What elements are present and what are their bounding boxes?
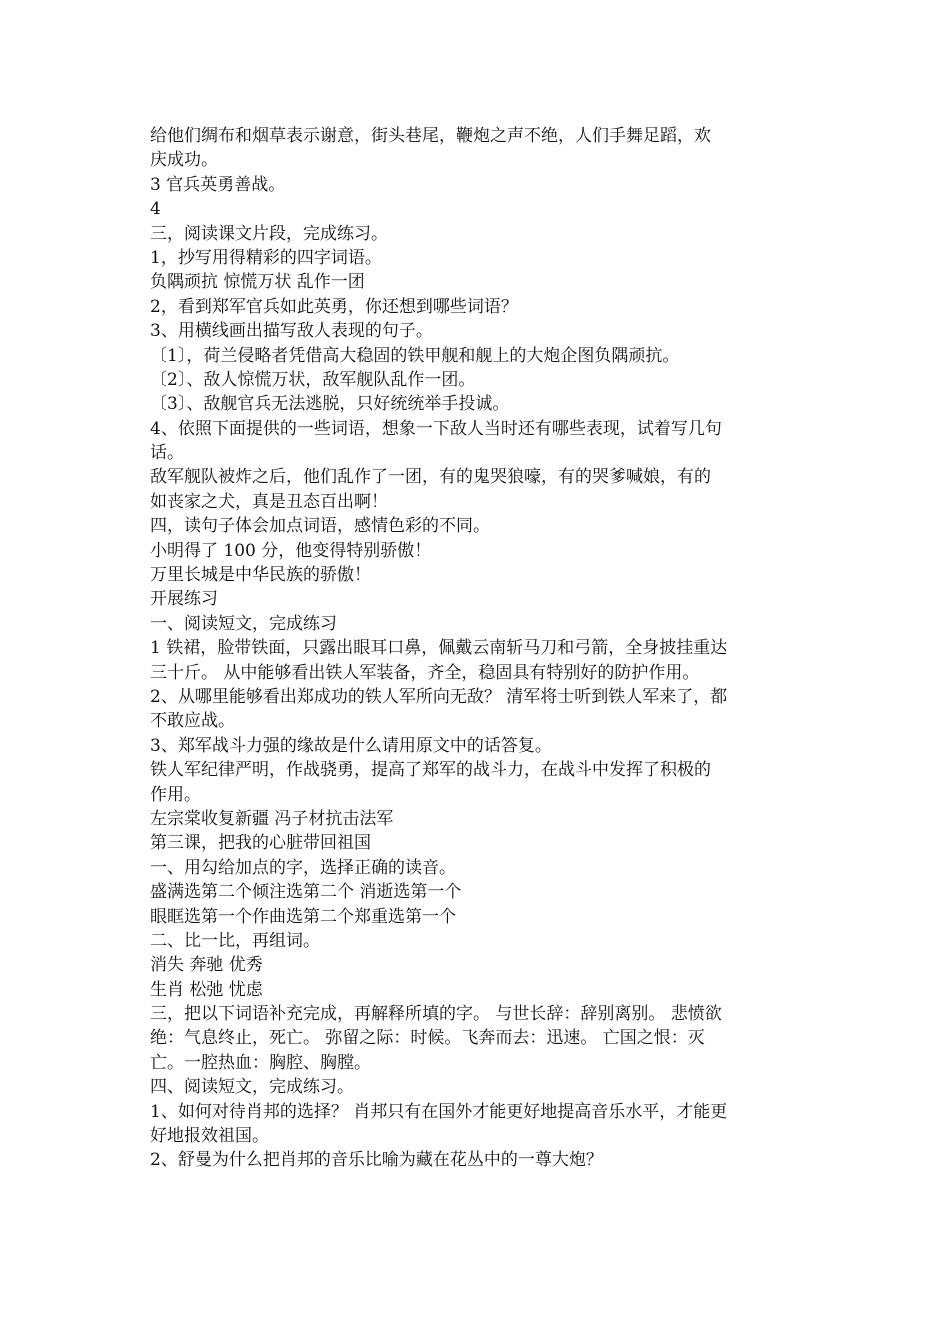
section-heading: 二、比一比，再组词。: [150, 930, 320, 951]
text-line: 铁人军纪律严明，作战骁勇，提高了郑军的战斗力，在战斗中发挥了积极的: [150, 760, 711, 781]
text-line: 敌军舰队被炸之后，他们乱作了一团，有的鬼哭狼嚎，有的哭爹喊娘，有的: [150, 467, 711, 488]
section-heading: 开展练习: [150, 589, 218, 610]
document-body: [150, 124, 810, 1173]
text-line: 眼眶选第一个作曲选第二个郑重选第一个: [150, 906, 456, 927]
text-line: 生肖 松弛 忧虑: [150, 979, 263, 1000]
text-line: 1 铁裙，脸带铁面，只露出眼耳口鼻，佩戴云南斩马刀和弓箭，全身披挂重达: [150, 638, 728, 659]
text-line: 作用。: [150, 784, 201, 805]
text-line: 3、用横线画出描写敌人表现的句子。: [150, 321, 433, 342]
text-line: 左宗棠收复新疆 冯子材抗击法军: [150, 808, 394, 829]
section-heading: 四，读句子体会加点词语，感情色彩的不同。: [150, 516, 490, 537]
text-line: 话。: [150, 443, 184, 464]
section-heading: 三，把以下词语补充完成，再解释所填的字。 与世长辞：辞别离别。 悲愤欲: [150, 1004, 722, 1025]
text-line: 绝：气息终止，死亡。 弥留之际：时候。飞奔而去：迅速。 亡国之恨：灭: [150, 1028, 705, 1049]
text-line: 3 官兵英勇善战。: [150, 174, 286, 195]
text-line: 4: [150, 199, 161, 220]
text-line: 3、郑军战斗力强的缘故是什么请用原文中的话答复。: [150, 735, 552, 756]
text-line: 〔3〕、敌舰官兵无法逃脱，只好统统举手投诚。: [150, 394, 510, 415]
lesson-title: 第三课，把我的心脏带回祖国: [150, 833, 371, 854]
section-heading: 一、阅读短文，完成练习: [150, 613, 337, 634]
text-line: 如丧家之犬，真是丑态百出啊！: [150, 491, 388, 512]
text-line: 亡。一腔热血：胸腔、胸膛。: [150, 1052, 371, 1073]
text-line: 给他们绸布和烟草表示谢意，街头巷尾，鞭炮之声不绝，人们手舞足蹈，欢: [150, 126, 711, 146]
text-line: 好地报效祖国。: [150, 1126, 269, 1147]
text-line: 不敢应战。: [150, 711, 235, 732]
section-heading: 一、用勾给加点的字，选择正确的读音。: [150, 857, 456, 878]
text-line: 2，看到郑军官兵如此英勇，你还想到哪些词语？: [150, 296, 518, 317]
text-line: 万里长城是中华民族的骄傲！: [150, 565, 371, 586]
text-line: 小明得了 100 分，他变得特别骄傲！: [150, 540, 432, 561]
text-line: 2、从哪里能够看出郑成功的铁人军所向无敌？ 清军将士听到铁人军来了，都: [150, 686, 728, 707]
text-line: 〔1〕，荷兰侵略者凭借高大稳固的铁甲舰和舰上的大炮企图负隅顽抗。: [150, 345, 680, 366]
section-heading: 四、阅读短文，完成练习。: [150, 1077, 354, 1098]
text-line: 三十斤。 从中能够看出铁人军装备，齐全，稳固具有特别好的防护作用。: [150, 662, 700, 683]
text-line: 1、如何对待肖邦的选择？ 肖邦只有在国外才能更好地提高音乐水平，才能更: [150, 1101, 728, 1122]
text-line: 消失 奔驰 优秀: [150, 955, 263, 976]
text-line: 盛满选第二个倾注选第二个 消逝选第一个: [150, 882, 462, 903]
text-line: 负隅顽抗 惊慌万状 乱作一团: [150, 272, 365, 293]
text-line: 2、舒曼为什么把肖邦的音乐比喻为藏在花丛中的一尊大炮？: [150, 1150, 603, 1171]
text-line: 1，抄写用得精彩的四字词语。: [150, 247, 382, 268]
section-heading: 三，阅读课文片段，完成练习。: [150, 223, 388, 244]
text-line: 4、依照下面提供的一些词语，想象一下敌人当时还有哪些表现，试着写几句: [150, 418, 722, 439]
text-line: 〔2〕、敌人惊慌万状，敌军舰队乱作一团。: [150, 369, 476, 390]
text-line: 庆成功。: [150, 150, 218, 171]
